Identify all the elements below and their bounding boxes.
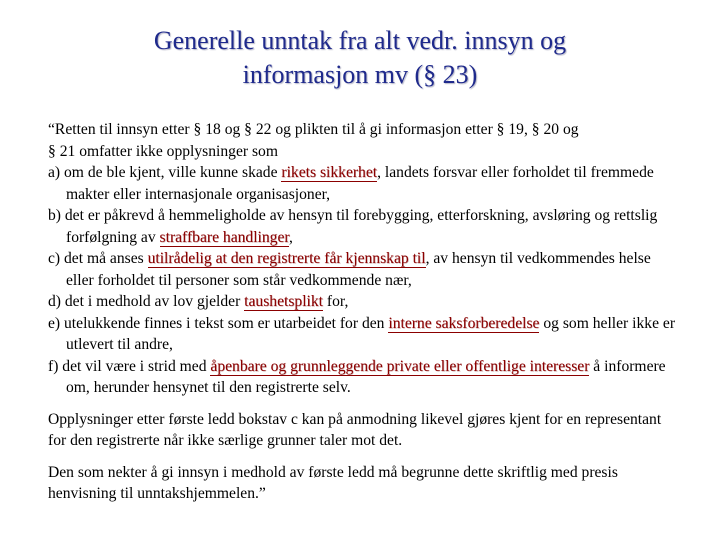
title-line-1: Generelle unntak fra alt vedr. innsyn og: [153, 26, 567, 55]
item-e-text: e) utelukkende finnes i tekst som er utarbeidet for den: [48, 314, 389, 332]
item-e-rest: og som heller ikke er utlevert til andre,: [66, 314, 676, 353]
item-f-text: f) det vil være i strid med: [48, 357, 211, 375]
item-b-rest: ,: [288, 228, 293, 246]
list-item-c: [48, 248, 678, 291]
item-a-rest: , landets forsvar eller forholdet til fremmede makter eller internasjonale organisasjoner,: [66, 164, 654, 203]
list-item-d: [48, 291, 678, 313]
list-item-a: [48, 162, 678, 205]
item-b-text: b) det er påkrevd å hemmeligholde av hensyn til forebygging, etterforskning, avsløring og rettslig forfølgning av: [48, 207, 658, 246]
item-c-rest: , av hensyn til vedkommendes helse eller forholdet til personer som står vedkommende nær,: [66, 250, 651, 289]
third-paragraph: Den som nekter å gi innsyn i medhold av første ledd må begrunne dette skriftlig med presis henvisning til unntakshjemmelen.”: [48, 463, 618, 502]
exception-list: [48, 162, 678, 399]
intro-line-1: “Retten til innsyn etter § 18 og § 22 og plikten til å gi informasjon etter § 19, § 20 og: [48, 121, 579, 138]
item-a-highlight: rikets sikkerhet: [281, 164, 378, 181]
item-a-text: a) om de ble kjent, ville kunne skade: [48, 164, 282, 181]
item-c-highlight: utilrådelig at den registrerte får kjennskap til: [147, 250, 426, 267]
intro-paragraph: [48, 119, 678, 162]
item-d-highlight: taushetsplikt: [244, 293, 324, 310]
intro-line-2: § 21 omfatter ikke opplysninger som: [48, 142, 278, 160]
item-f-rest: å informere om, herunder hensynet til den registrerte selv.: [66, 357, 666, 396]
item-d-rest: for,: [323, 293, 349, 310]
list-item-f: [48, 356, 678, 399]
item-f-highlight: åpenbare og grunnleggende private eller offentlige interesser: [210, 357, 590, 375]
item-e-highlight: interne saksforberedelse: [388, 314, 540, 332]
item-c-text: c) det må anses: [48, 250, 148, 267]
list-item-b: [48, 205, 678, 248]
item-d-text: d) det i medhold av lov gjelder: [48, 293, 245, 310]
second-paragraph: Opplysninger etter første ledd bokstav c kan på anmodning likevel gjøres kjent for en representant for den registrerte når ikke særlige grunner taler mot det.: [48, 410, 662, 449]
slide-title: [80, 24, 640, 92]
title-line-2: informasjon mv (§ 23): [242, 60, 478, 89]
list-item-e: [48, 313, 678, 356]
item-b-highlight: straffbare handlinger: [159, 228, 289, 246]
slide-body: [48, 119, 678, 505]
